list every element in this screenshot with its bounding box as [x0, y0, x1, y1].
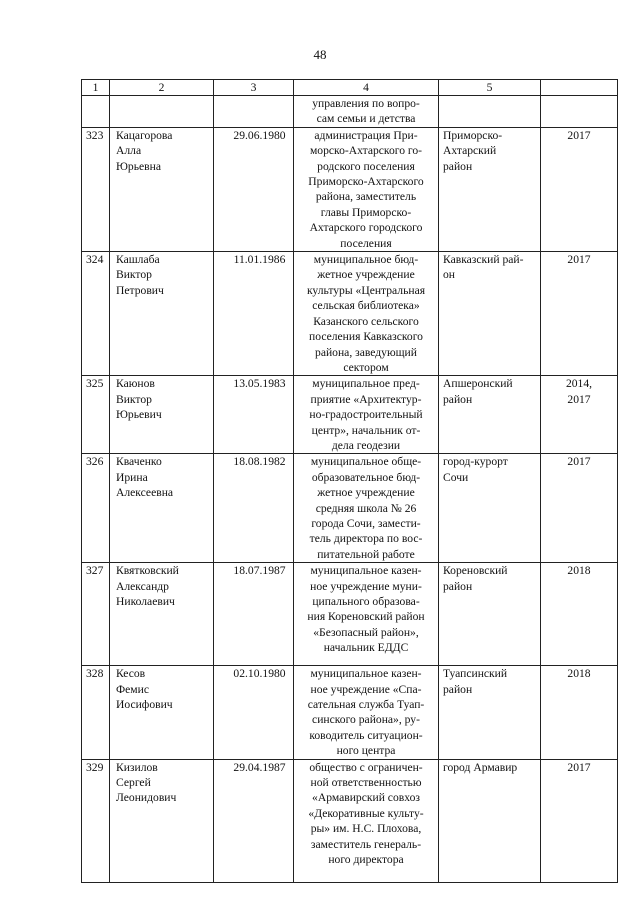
- years: 2017: [541, 127, 618, 251]
- workplace-description: управления по вопро- сам семьи и детства: [294, 96, 439, 128]
- row-number: 327: [82, 563, 110, 666]
- workplace-description: муниципальное казен- ное учреждение «Спа- сательная служба Туап- синского района», ру- ководитель ситуацион- ного центра: [294, 666, 439, 759]
- region: город-курорт Сочи: [439, 454, 541, 563]
- row-number: 324: [82, 252, 110, 376]
- person-name: Кваченко Ирина Алексеевна: [110, 454, 214, 563]
- birth-date: 02.10.1980: [214, 666, 294, 759]
- workplace-description: муниципальное обще- образовательное бюд- жетное учреждение средняя школа № 26 города Сочи, замести- тель директора по вос- питательной работе: [294, 454, 439, 563]
- person-name: Кацагорова Алла Юрьевна: [110, 127, 214, 251]
- table-row: [82, 454, 618, 563]
- column-header: 3: [214, 80, 294, 96]
- table-row: [82, 759, 618, 882]
- table-row: [82, 376, 618, 454]
- region: город Армавир: [439, 759, 541, 882]
- region: Кореновский район: [439, 563, 541, 666]
- workplace-description: администрация При- морско-Ахтарского го- родского поселения Приморско-Ахтарского района, заместитель главы Приморско- Ахтарского городского поселения: [294, 127, 439, 251]
- birth-date: 13.05.1983: [214, 376, 294, 454]
- birth-date: 18.07.1987: [214, 563, 294, 666]
- table-row: [82, 666, 618, 759]
- years: 2017: [541, 759, 618, 882]
- column-header: [541, 80, 618, 96]
- table-row: [82, 563, 618, 666]
- person-name: Кизилов Сергей Леонидович: [110, 759, 214, 882]
- years: 2018: [541, 666, 618, 759]
- workplace-description: общество с ограничен- ной ответственностью «Армавирский совхоз «Декоративные культу- ры» им. Н.С. Плохова, заместитель генераль- ного директора: [294, 759, 439, 882]
- row-number: 326: [82, 454, 110, 563]
- years: 2018: [541, 563, 618, 666]
- column-header: 4: [294, 80, 439, 96]
- table-row: [82, 127, 618, 251]
- birth-date: [214, 96, 294, 128]
- person-name: Кесов Фемис Иосифович: [110, 666, 214, 759]
- region: Приморско- Ахтарский район: [439, 127, 541, 251]
- row-number: 328: [82, 666, 110, 759]
- column-header: 1: [82, 80, 110, 96]
- region: Кавказский рай- он: [439, 252, 541, 376]
- column-header: 5: [439, 80, 541, 96]
- page-number: 48: [313, 47, 327, 62]
- records-table: [81, 79, 618, 883]
- region: [439, 96, 541, 128]
- table-row: [82, 252, 618, 376]
- birth-date: 18.08.1982: [214, 454, 294, 563]
- years: [541, 96, 618, 128]
- person-name: Квятковский Александр Николаевич: [110, 563, 214, 666]
- column-header: 2: [110, 80, 214, 96]
- years: 2017: [541, 252, 618, 376]
- header-row: [82, 80, 618, 96]
- workplace-description: муниципальное пред- приятие «Архитектур- но-градостроительный центр», начальник от- дела геодезии: [294, 376, 439, 454]
- row-number: 325: [82, 376, 110, 454]
- workplace-description: муниципальное казен- ное учреждение муни- ципального образова- ния Кореновский район «Безопасный район», начальник ЕДДС: [294, 563, 439, 666]
- region: Апшеронский район: [439, 376, 541, 454]
- years: 2014, 2017: [541, 376, 618, 454]
- continuation-row: [82, 96, 618, 128]
- person-name: Кашлаба Виктор Петрович: [110, 252, 214, 376]
- person-name: [110, 96, 214, 128]
- region: Туапсинский район: [439, 666, 541, 759]
- birth-date: 11.01.1986: [214, 252, 294, 376]
- years: 2017: [541, 454, 618, 563]
- row-number: 323: [82, 127, 110, 251]
- row-number: 329: [82, 759, 110, 882]
- birth-date: 29.04.1987: [214, 759, 294, 882]
- birth-date: 29.06.1980: [214, 127, 294, 251]
- workplace-description: муниципальное бюд- жетное учреждение культуры «Центральная сельская библиотека» Казанского сельского поселения Кавказского района, заведующий сектором: [294, 252, 439, 376]
- person-name: Каюнов Виктор Юрьевич: [110, 376, 214, 454]
- row-number: [82, 96, 110, 128]
